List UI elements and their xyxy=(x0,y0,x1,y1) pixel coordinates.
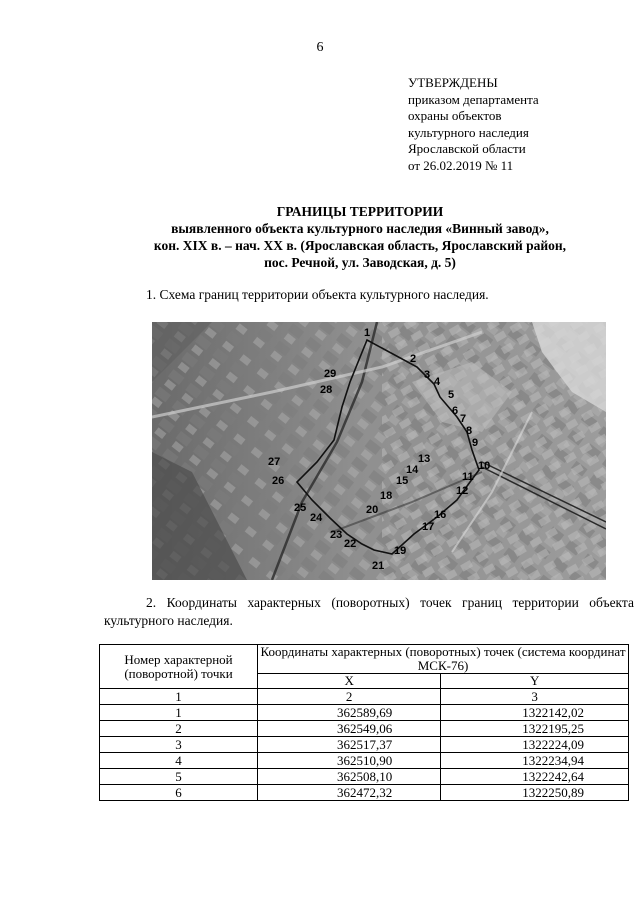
map-point-16: 16 xyxy=(434,509,447,521)
column-number: 3 xyxy=(441,689,629,705)
header-y: Y xyxy=(441,674,629,689)
approval-line: от 26.02.2019 № 11 xyxy=(408,157,514,173)
cell-x: 362472,32 xyxy=(258,785,441,801)
map-point-27: 27 xyxy=(268,456,281,468)
cell-y: 1322242,64 xyxy=(441,769,629,785)
map-point-22: 22 xyxy=(344,538,357,550)
boundary-map xyxy=(152,322,606,580)
map-point-8: 8 xyxy=(466,425,473,437)
map-point-14: 14 xyxy=(406,464,419,476)
cell-point-number: 1 xyxy=(100,705,258,721)
title-line: пос. Речной, ул. Заводская, д. 5) xyxy=(264,255,456,270)
map-point-26: 26 xyxy=(272,475,285,487)
approval-block xyxy=(408,75,618,174)
map-point-12: 12 xyxy=(456,485,469,497)
title-line: кон. XIX в. – нач. XX в. (Ярославская область, Ярославский район, xyxy=(153,238,567,253)
cell-x: 362589,69 xyxy=(258,705,441,721)
table-row xyxy=(100,705,629,721)
map-point-9: 9 xyxy=(472,437,479,449)
map-point-19: 19 xyxy=(394,545,407,557)
cell-y: 1322224,09 xyxy=(441,737,629,753)
coordinates-rows xyxy=(100,705,629,801)
map-point-1: 1 xyxy=(364,327,371,339)
column-number: 2 xyxy=(258,689,441,705)
header-coordinates: Координаты характерных (поворотных) точек (система координат МСК-76) xyxy=(258,645,629,674)
table-row xyxy=(100,769,629,785)
table-row xyxy=(100,721,629,737)
map-point-24: 24 xyxy=(310,512,323,524)
map-point-10: 10 xyxy=(478,460,491,472)
map-point-23: 23 xyxy=(330,529,343,541)
cell-y: 1322234,94 xyxy=(441,753,629,769)
map-point-3: 3 xyxy=(424,369,431,381)
table-row xyxy=(100,785,629,801)
title-line: ГРАНИЦЫ ТЕРРИТОРИИ xyxy=(276,204,444,219)
map-point-4: 4 xyxy=(434,376,441,388)
page-number: 6 xyxy=(316,40,324,55)
cell-point-number: 5 xyxy=(100,769,258,785)
approval-line: УТВЕРЖДЕНЫ xyxy=(408,75,498,90)
map-point-13: 13 xyxy=(418,453,431,465)
cell-point-number: 3 xyxy=(100,737,258,753)
map-point-11: 11 xyxy=(462,471,474,483)
cell-point-number: 4 xyxy=(100,753,258,769)
map-point-25: 25 xyxy=(294,502,307,514)
table-row xyxy=(100,737,629,753)
boundary-map-image xyxy=(152,322,606,580)
map-point-29: 29 xyxy=(324,368,337,380)
map-point-5: 5 xyxy=(448,389,455,401)
document-title xyxy=(100,203,620,271)
approval-line: культурного наследия xyxy=(408,124,529,140)
map-point-17: 17 xyxy=(422,521,435,533)
coordinates-table xyxy=(99,644,629,801)
column-number: 1 xyxy=(100,689,258,705)
table-row xyxy=(100,753,629,769)
title-line: выявленного объекта культурного наследия «Винный завод», xyxy=(171,221,549,236)
map-point-6: 6 xyxy=(452,405,459,417)
section-2-heading: 2. Координаты характерных (поворотных) точек границ территории объекта культурного наследия. xyxy=(104,595,634,628)
cell-x: 362508,10 xyxy=(258,769,441,785)
cell-y: 1322195,25 xyxy=(441,721,629,737)
map-point-2: 2 xyxy=(410,353,417,365)
cell-y: 1322250,89 xyxy=(441,785,629,801)
map-point-7: 7 xyxy=(460,413,467,425)
approval-line: приказом департамента xyxy=(408,91,539,107)
map-point-28: 28 xyxy=(320,384,333,396)
map-point-18: 18 xyxy=(380,490,393,502)
approval-line: Ярославской области xyxy=(408,141,526,156)
cell-y: 1322142,02 xyxy=(441,705,629,721)
cell-x: 362549,06 xyxy=(258,721,441,737)
cell-x: 362517,37 xyxy=(258,737,441,753)
cell-x: 362510,90 xyxy=(258,753,441,769)
header-x: X xyxy=(258,674,441,689)
approval-line: охраны объектов xyxy=(408,108,502,123)
section-1-heading: 1. Схема границ территории объекта культурного наследия. xyxy=(146,287,489,302)
map-point-15: 15 xyxy=(396,475,409,487)
cell-point-number: 6 xyxy=(100,785,258,801)
header-point-number: Номер характерной (поворотной) точки xyxy=(100,645,258,689)
map-point-21: 21 xyxy=(372,560,385,572)
map-point-20: 20 xyxy=(366,504,379,516)
cell-point-number: 2 xyxy=(100,721,258,737)
